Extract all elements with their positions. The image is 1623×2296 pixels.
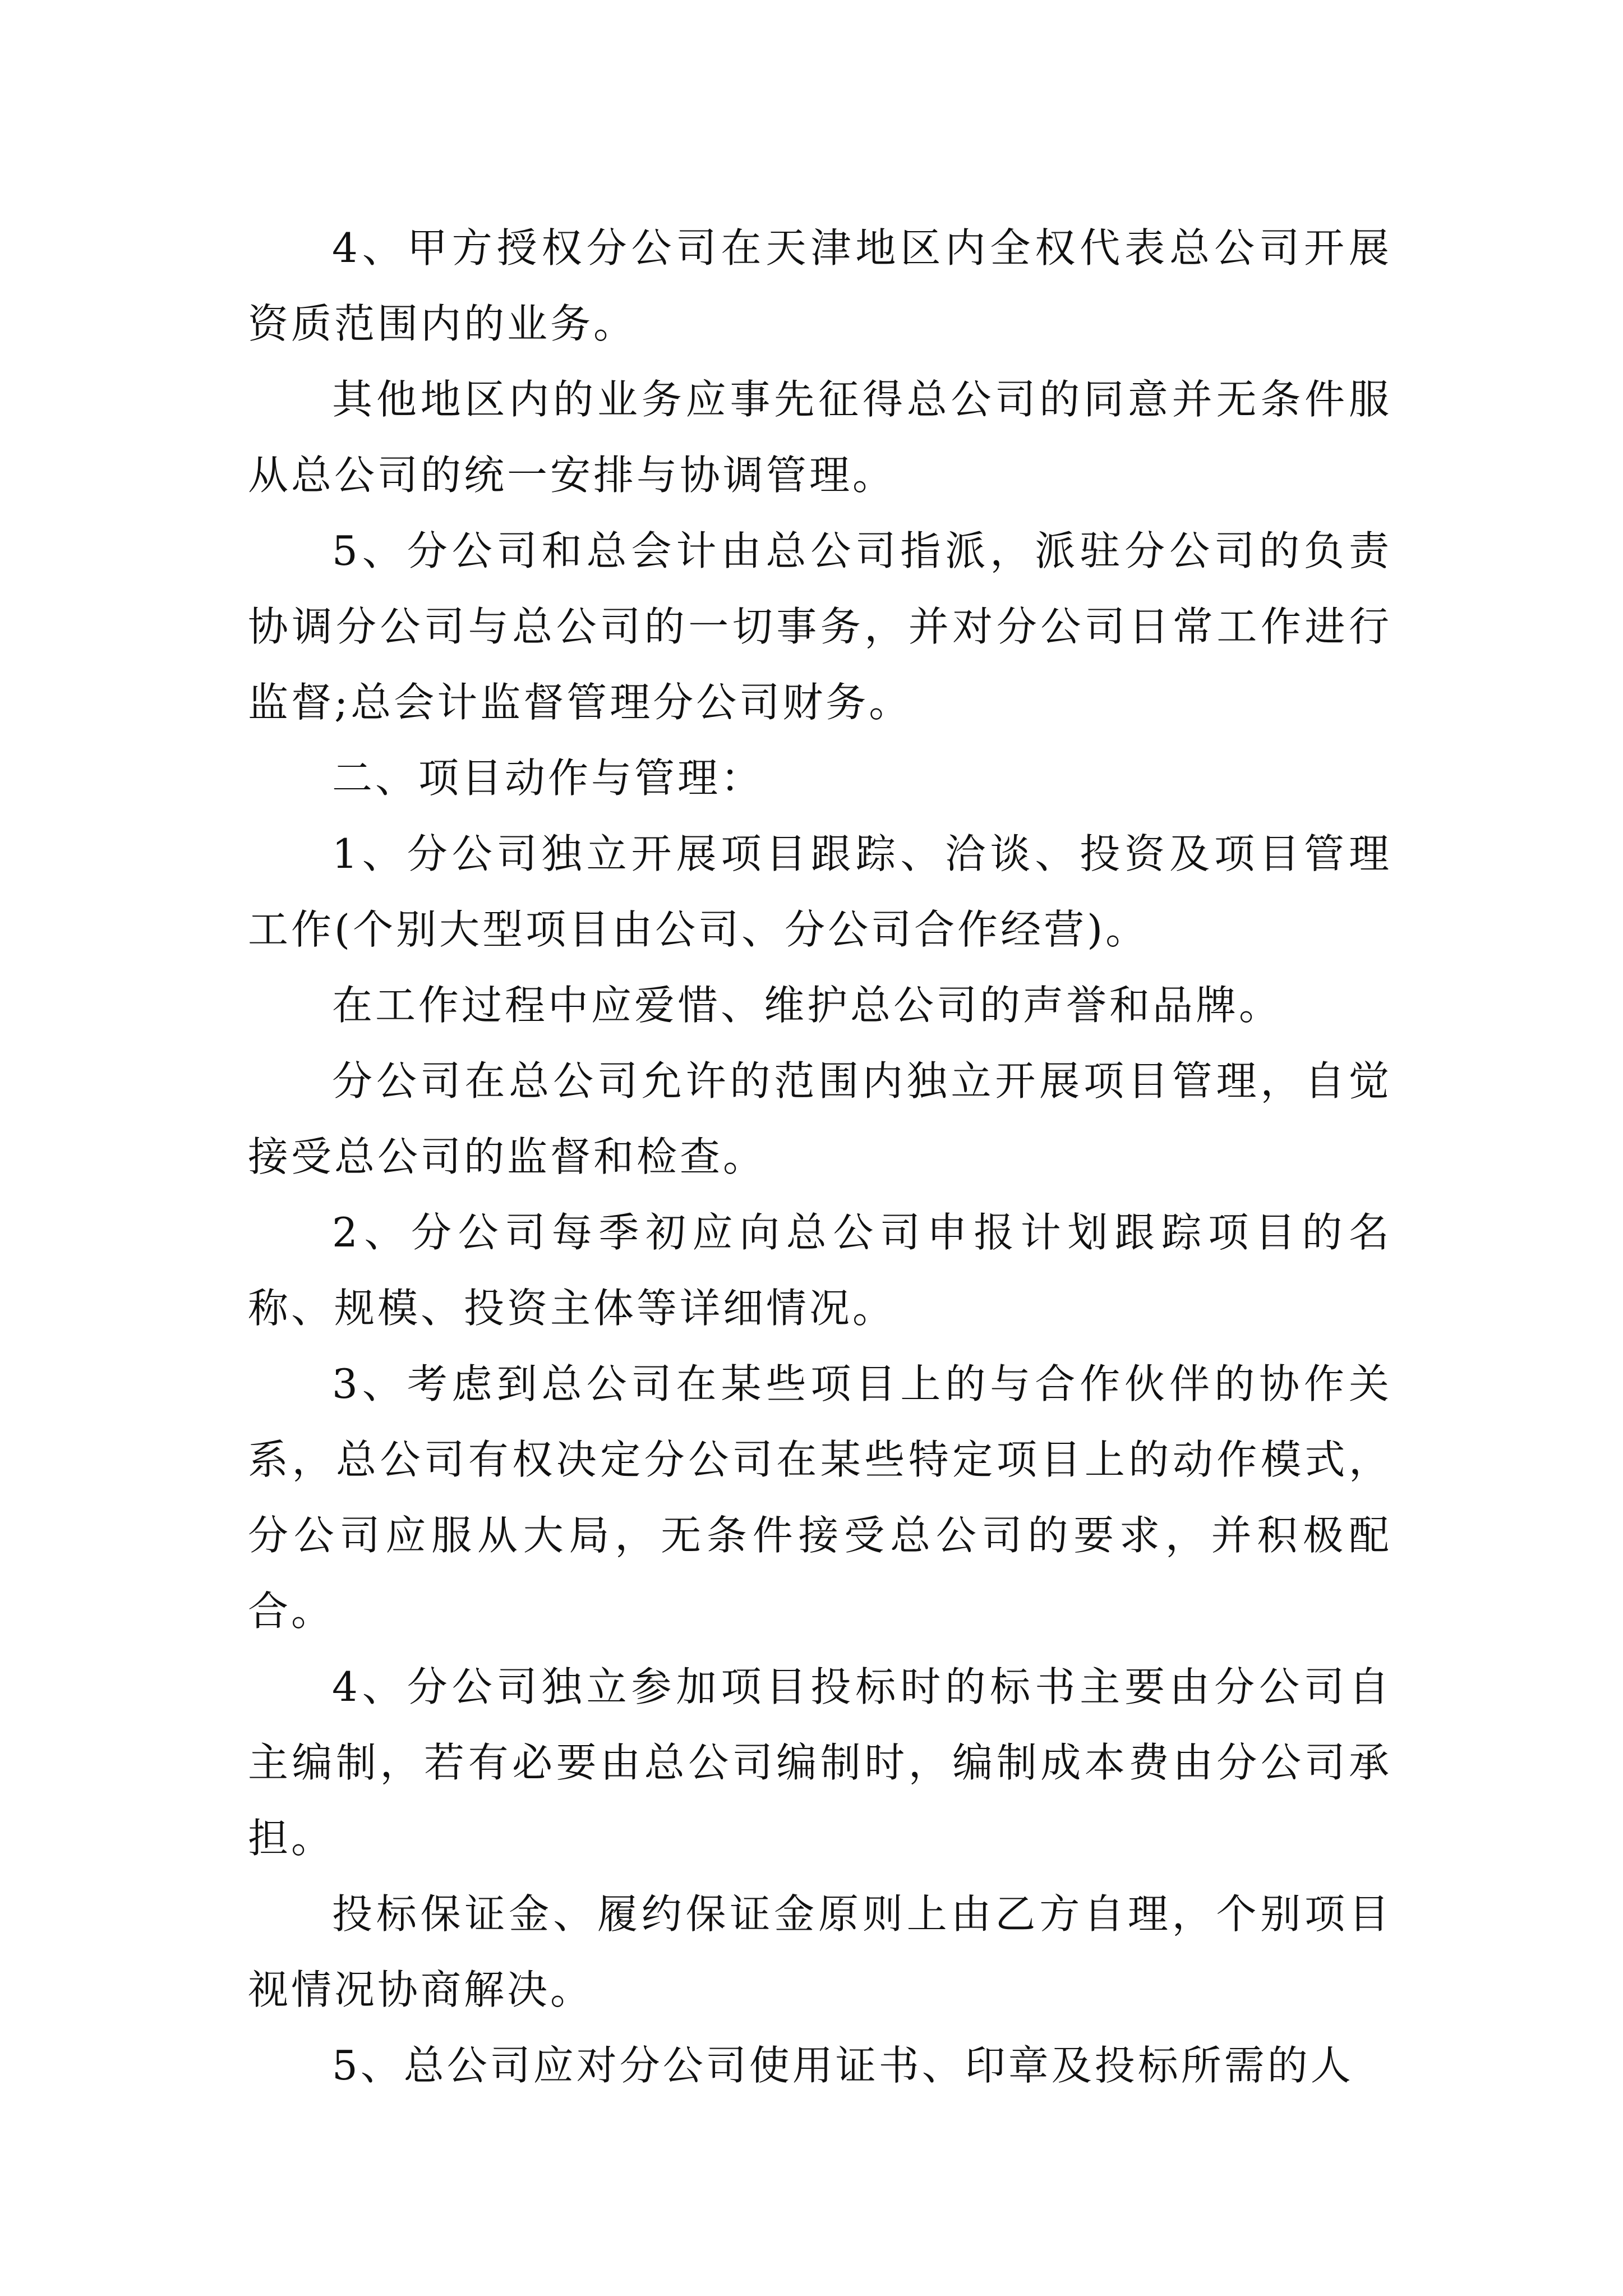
paragraph: 在工作过程中应爱惜、维护总公司的声誉和品牌。	[332, 982, 1283, 1029]
paragraph: 投标保证金、履约保证金原则上由乙方自理，个别项目视情况协商解决。	[248, 1890, 1392, 2013]
paragraph: 其他地区内的业务应事先征得总公司的同意并无条件服从总公司的统一安排与协调管理。	[248, 376, 1392, 499]
section-heading: 二、项目动作与管理：	[332, 754, 764, 802]
paragraph: 3、考虑到总公司在某些项目上的与合作伙伴的协作关系，总公司有权决定分公司在某些特定项目上的动作模式，分公司应服从大局，无条件接受总公司的要求，并积极配合。	[248, 1360, 1392, 1635]
document-body	[248, 210, 1392, 2104]
paragraph: 1、分公司独立开展项目跟踪、洽谈、投资及项目管理工作(个别大型项目由公司、分公司合作经营)。	[248, 830, 1392, 953]
paragraph: 2、分公司每季初应向总公司申报计划跟踪项目的名称、规模、投资主体等详细情况。	[248, 1209, 1392, 1332]
paragraph: 分公司在总公司允许的范围内独立开展项目管理，自觉接受总公司的监督和检查。	[248, 1057, 1392, 1180]
paragraph: 4、甲方授权分公司在天津地区内全权代表总公司开展资质范围内的业务。	[248, 224, 1392, 347]
paragraph: 5、总公司应对分公司使用证书、印章及投标所需的人	[332, 2042, 1354, 2089]
paragraph: 4、分公司独立参加项目投标时的标书主要由分公司自主编制，若有必要由总公司编制时，编制成本费由分公司承担。	[248, 1663, 1392, 1862]
paragraph: 5、分公司和总会计由总公司指派，派驻分公司的负责协调分公司与总公司的一切事务，并对分公司日常工作进行监督;总会计监督管理分公司财务。	[248, 527, 1392, 726]
